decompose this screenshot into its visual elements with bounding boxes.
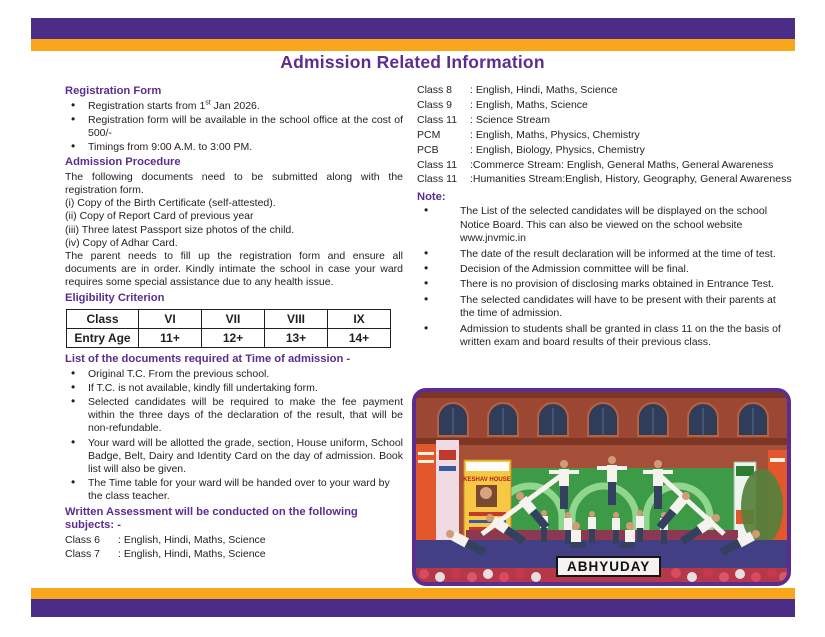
registration-bullet-1: • Registration starts from 1st Jan 2026. bbox=[65, 100, 403, 113]
right-column bbox=[417, 84, 793, 351]
class-subjects: : English, Hindi, Maths, Science bbox=[470, 84, 618, 96]
written-assessment-heading: Written Assessment will be conducted on the following subjects: - bbox=[65, 505, 358, 532]
registration-form-heading: Registration Form bbox=[65, 85, 162, 97]
class-subjects: : English, Maths, Science bbox=[470, 98, 588, 111]
subject-row-class11-commerce bbox=[417, 159, 793, 172]
class-label: Class 8 bbox=[417, 84, 453, 96]
page-title: Admission Related Information bbox=[280, 52, 545, 72]
assessment-row-class6 bbox=[65, 534, 403, 547]
eligibility-table bbox=[66, 309, 391, 348]
photo-caption: ABHYUDAY bbox=[556, 556, 661, 577]
procedure-item-1: (i) Copy of the Birth Certificate (self-attested). bbox=[65, 197, 276, 210]
note-bullet-2: • The date of the result declaration will be informed at the time of test. bbox=[417, 248, 793, 261]
table-cell-entry-age: Entry Age bbox=[67, 329, 139, 348]
procedure-outro: The parent needs to fill up the registration form and ensure all documents are in order. Kindly intimate the school in case your ward requires some special assistance due to any health issue. bbox=[65, 250, 403, 289]
procedure-item-2: (ii) Copy of Report Card of previous year bbox=[65, 210, 254, 223]
admission-procedure-heading: Admission Procedure bbox=[65, 156, 181, 169]
top-orange-bar bbox=[31, 39, 795, 51]
documents-bullet-1: • Original T.C. From the previous school. bbox=[65, 368, 403, 381]
class-subjects: : English, Hindi, Maths, Science bbox=[118, 533, 266, 546]
documents-bullet-5: • The Time table for your ward will be handed over to your ward by the class teacher. bbox=[65, 477, 403, 503]
class-label: Class 11 bbox=[417, 173, 458, 186]
documents-bullet-3: • Selected candidates will be required to make the fee payment within the three days of the declaration of the result, that will be non-refundable. bbox=[65, 396, 403, 436]
documents-bullet-4: • Your ward will be allotted the grade, section, House uniform, School Badge, Belt, Dairy and Identity Card on the day of admission. Book list will also be given. bbox=[65, 437, 403, 477]
table-header-class: Class bbox=[67, 310, 139, 329]
note-bullet-3: • Decision of the Admission committee will be final. bbox=[417, 263, 793, 276]
procedure-item-4: (iv) Copy of Adhar Card. bbox=[65, 236, 178, 249]
table-row: Entry Age 11+ 12+ 13+ 14+ bbox=[67, 329, 391, 348]
class-subjects: : Science Stream bbox=[470, 113, 550, 126]
left-column bbox=[65, 83, 403, 563]
procedure-item-3: (iii) Three latest Passport size photos of the child. bbox=[65, 223, 295, 236]
note-bullet-4: • There is no provision of disclosing marks obtained in Entrance Test. bbox=[417, 278, 793, 291]
subject-row-class11-science bbox=[417, 114, 793, 127]
note-heading: Note: bbox=[417, 190, 446, 203]
class-subjects: :Humanities Stream:English, History, Geography, General Awareness bbox=[470, 173, 792, 186]
performance-photo bbox=[412, 388, 791, 586]
class-label: PCB bbox=[417, 143, 439, 156]
subject-row-class8 bbox=[417, 84, 793, 97]
class-label: Class 11 bbox=[417, 113, 458, 126]
note-bullet-1: • The List of the selected candidates will be displayed on the school Notice Board. This can also be viewed on the school website www.jnvmic.in bbox=[417, 205, 793, 245]
note-bullet-6: • Admission to students shall be granted in class 11 on the the basis of written exam and board results of their previous class. bbox=[417, 323, 793, 350]
class-label: Class 9 bbox=[417, 98, 453, 111]
documents-heading: List of the documents required at Time of admission - bbox=[65, 353, 351, 366]
class-label: Class 6 bbox=[65, 533, 101, 546]
note-bullet-5: • The selected candidates will have to be present with their parents at the time of admission. bbox=[417, 294, 793, 321]
subject-row-pcb bbox=[417, 144, 793, 157]
assessment-row-class7 bbox=[65, 548, 403, 561]
class-subjects: : English, Hindi, Maths, Science bbox=[118, 548, 266, 561]
subject-row-class11-humanities bbox=[417, 173, 793, 186]
table-row: Class VI VII VIII IX bbox=[67, 310, 391, 329]
note-bullets bbox=[417, 205, 793, 349]
bottom-purple-bar bbox=[31, 599, 795, 617]
performance-photo-illustration bbox=[416, 392, 787, 582]
subject-row-class9 bbox=[417, 99, 793, 112]
documents-bullet-2: • If T.C. is not available, kindly fill undertaking form. bbox=[65, 382, 403, 395]
class-label: PCM bbox=[417, 128, 441, 141]
class-subjects: : English, Maths, Physics, Chemistry bbox=[470, 128, 640, 141]
registration-bullet-2: • Registration form will be available in the school office at the cost of 500/- bbox=[65, 114, 403, 140]
class-label: Class 11 bbox=[417, 158, 458, 171]
house-banner-text: KESHAV HOUSE bbox=[463, 477, 511, 483]
class-subjects: : English, Biology, Physics, Chemistry bbox=[470, 143, 645, 156]
top-purple-bar bbox=[31, 18, 795, 39]
class-subjects: :Commerce Stream: English, General Maths, General Awareness bbox=[470, 158, 774, 171]
bottom-orange-bar bbox=[31, 588, 795, 599]
registration-bullets bbox=[65, 100, 403, 155]
class-label: Class 7 bbox=[65, 548, 101, 561]
documents-bullets bbox=[65, 368, 403, 504]
superscript-st: st bbox=[205, 99, 211, 106]
registration-bullet-3: • Timings from 9:00 A.M. to 3:00 PM. bbox=[65, 141, 403, 154]
subject-row-pcm bbox=[417, 129, 793, 142]
eligibility-heading: Eligibility Criterion bbox=[65, 291, 165, 304]
procedure-intro: The following documents need to be submitted along with the registration form. bbox=[65, 170, 403, 197]
